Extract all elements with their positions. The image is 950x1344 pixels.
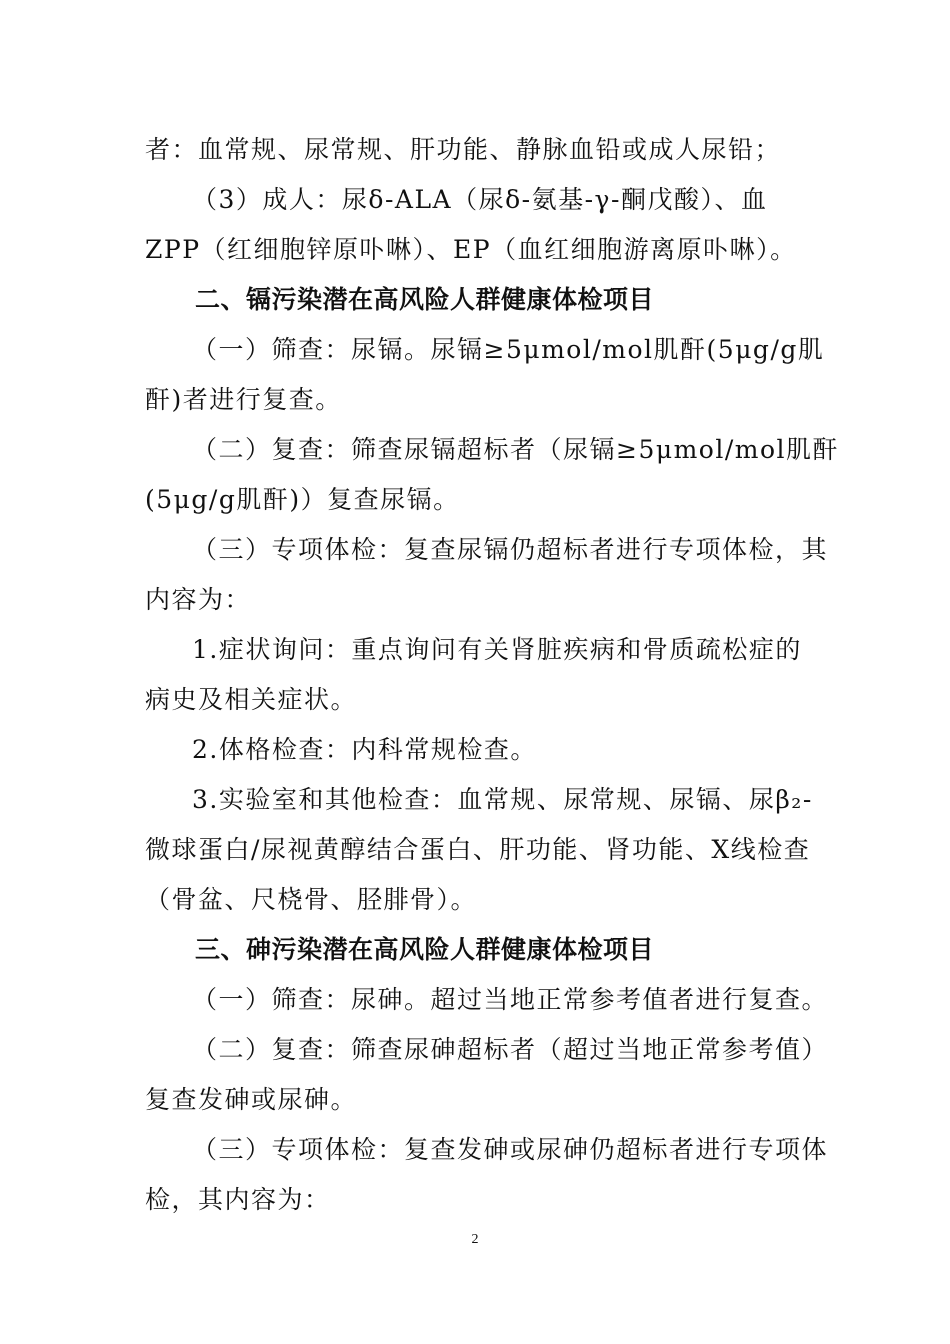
text-line: 病史及相关症状。 — [145, 685, 358, 714]
text-line: 复查发砷或尿砷。 — [145, 1085, 358, 1114]
text-line: （二）复查：筛查尿镉超标者（尿镉≥5μmol/mol肌酐 — [192, 435, 840, 464]
section-heading: 二、镉污染潜在高风险人群健康体检项目 — [195, 285, 655, 314]
text-line: (5μg/g肌酐)）复查尿镉。 — [145, 485, 460, 514]
text-line: （三）专项体检：复查发砷或尿砷仍超标者进行专项体 — [192, 1135, 829, 1164]
text-line: （3）成人：尿δ-ALA（尿δ-氨基-γ-酮戊酸）、血 — [192, 185, 768, 214]
text-line: 酐)者进行复查。 — [145, 385, 342, 414]
text-line: （一）筛查：尿砷。超过当地正常参考值者进行复查。 — [192, 985, 829, 1014]
text-line: 2.体格检查：内科常规检查。 — [192, 735, 537, 764]
text-line: 检，其内容为： — [145, 1185, 331, 1214]
text-line: ZPP（红细胞锌原卟啉）、EP（血红细胞游离原卟啉）。 — [145, 235, 797, 264]
text-line: 3.实验室和其他检查：血常规、尿常规、尿镉、尿β₂- — [192, 785, 813, 814]
text-line: （一）筛查：尿镉。尿镉≥5μmol/mol肌酐(5μg/g肌 — [192, 335, 825, 364]
text-line: （二）复查：筛查尿砷超标者（超过当地正常参考值） — [192, 1035, 829, 1064]
text-line: 者：血常规、尿常规、肝功能、静脉血铅或成人尿铅； — [145, 135, 782, 164]
text-line: 1.症状询问：重点询问有关肾脏疾病和骨质疏松症的 — [192, 635, 802, 664]
text-line: （三）专项体检：复查尿镉仍超标者进行专项体检，其 — [192, 535, 829, 564]
text-line: 内容为： — [145, 585, 252, 614]
section-heading: 三、砷污染潜在高风险人群健康体检项目 — [195, 935, 655, 964]
text-line: （骨盆、尺桡骨、胫腓骨）。 — [145, 885, 478, 914]
text-line: 微球蛋白/尿视黄醇结合蛋白、肝功能、肾功能、X线检查 — [145, 835, 811, 864]
page-number: 2 — [471, 1232, 479, 1247]
